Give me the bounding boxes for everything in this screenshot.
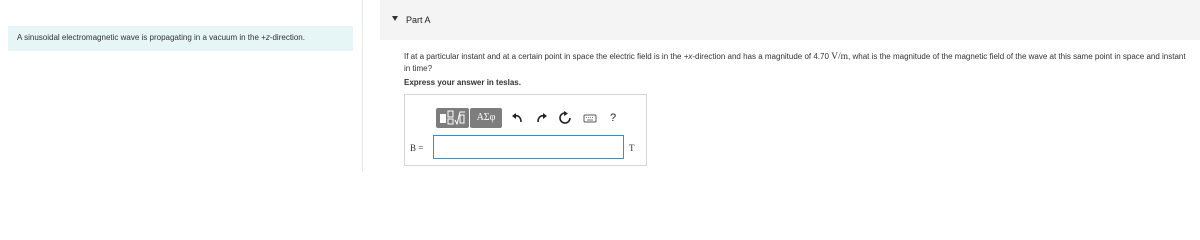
reset-icon[interactable]: [558, 111, 572, 125]
question-text: [404, 51, 1194, 74]
problem-intro: [8, 26, 353, 51]
question-unit: V/m: [831, 52, 849, 62]
column-divider: [362, 0, 363, 172]
intro-text-before: A sinusoidal electromagnetic wave is propagating in a vacuum in the: [17, 33, 262, 42]
express-instruction: Express your answer in teslas.: [404, 78, 521, 87]
intro-direction: +z: [261, 33, 270, 42]
collapse-caret-icon[interactable]: [392, 16, 398, 21]
keyboard-icon[interactable]: [583, 111, 597, 125]
question-part2: -direction and has a magnitude of: [692, 52, 814, 61]
undo-icon[interactable]: [510, 111, 524, 125]
question-part1: If at a particular instant and at a certain point in space the electric field is in the: [404, 52, 684, 61]
answer-label: B =: [410, 143, 424, 153]
greek-symbols-button[interactable]: ΑΣφ: [470, 108, 502, 128]
redo-icon[interactable]: [535, 111, 549, 125]
help-button[interactable]: ?: [609, 112, 617, 124]
answer-unit: T: [629, 143, 635, 153]
answer-input[interactable]: [433, 135, 624, 159]
templates-button[interactable]: [436, 108, 469, 128]
templates-icon: [436, 108, 469, 128]
question-part3: , what is the magnitude of the magnetic field of the wave at this same point in space and instant in time?: [404, 52, 1186, 73]
question-value: 4.70: [813, 52, 829, 61]
intro-text-after: -direction.: [269, 33, 305, 42]
question-direction: +x: [683, 52, 693, 61]
answer-box: [404, 94, 647, 166]
part-header[interactable]: [380, 0, 1200, 40]
part-title: Part A: [406, 15, 431, 25]
